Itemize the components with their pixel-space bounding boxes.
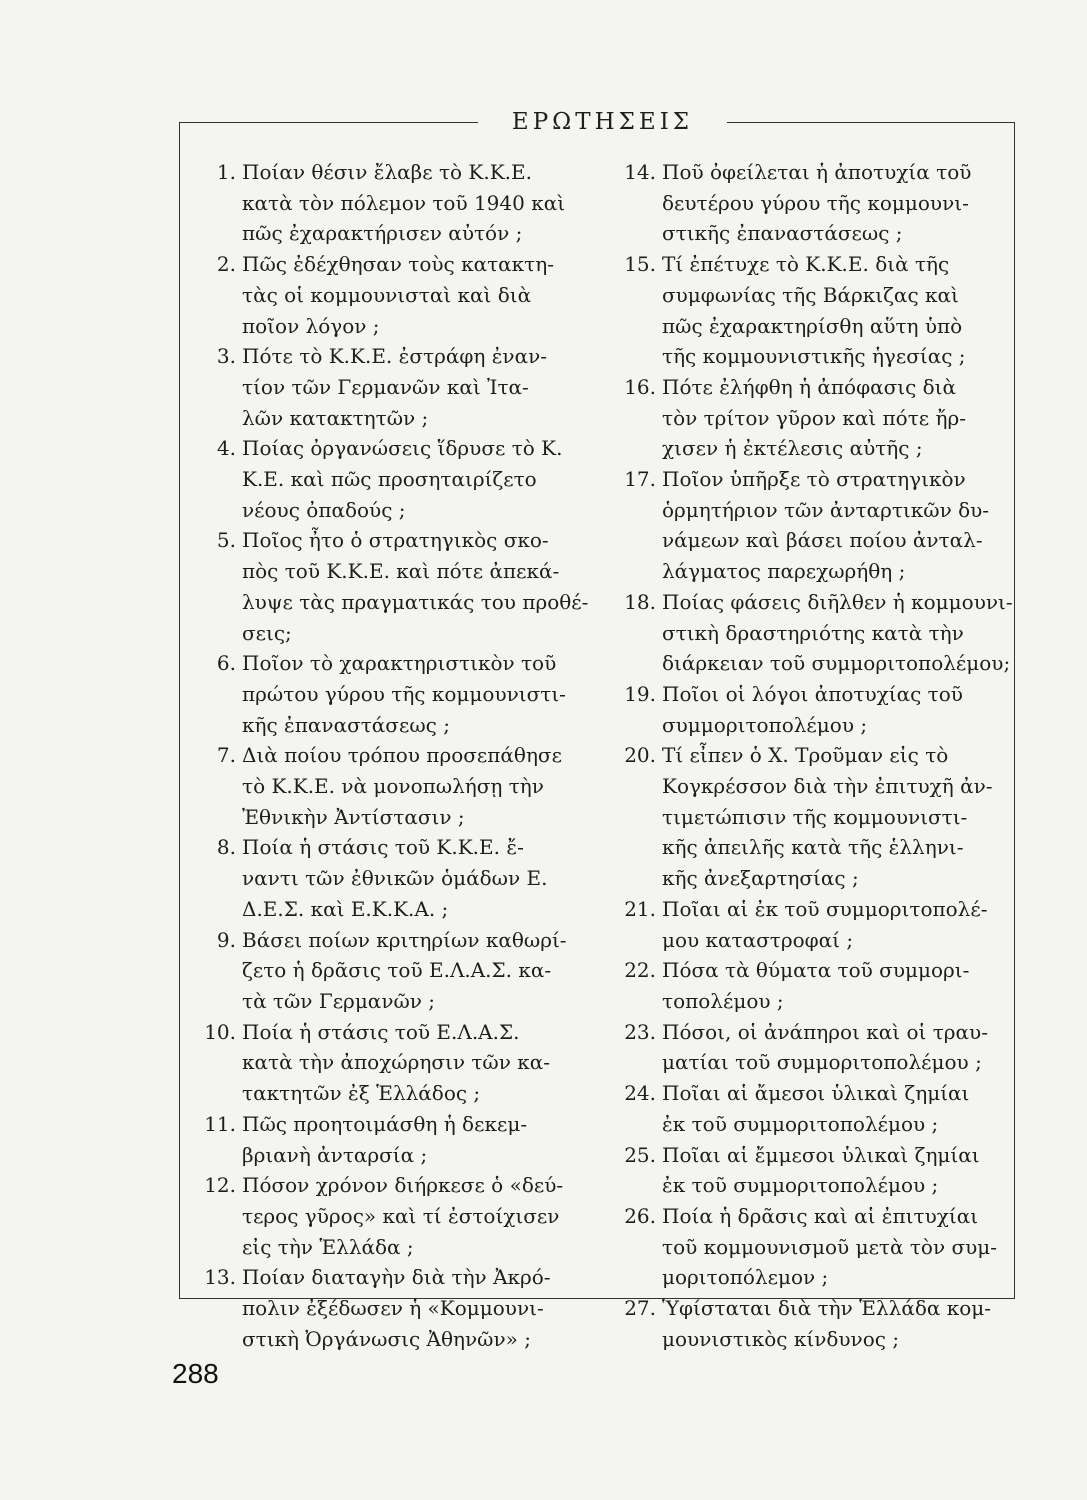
- question-text: [662, 1140, 1005, 1201]
- question-number: 14.: [624, 160, 656, 184]
- question-line: Πῶς ἐδέχθησαν τοὺς κατακτη-: [242, 252, 554, 277]
- question-line: εἰς τὴν Ἑλλάδα ;: [242, 1234, 414, 1259]
- question-item: [200, 1170, 580, 1262]
- question-text: [662, 464, 1005, 587]
- question-line: στικὴ δραστηριότης κατὰ τὴν: [662, 620, 964, 645]
- question-item: [620, 679, 1005, 740]
- question-line: Ποία ἡ στάσις τοῦ Ε.Λ.Α.Σ.: [242, 1019, 520, 1044]
- question-number: 25.: [624, 1142, 656, 1167]
- question-line: κῆς ἀπειλῆς κατὰ τῆς ἑλληνι-: [662, 835, 964, 860]
- question-line: Πῶς προητοιμάσθη ἡ δεκεμ-: [242, 1111, 528, 1136]
- question-item: [200, 249, 580, 341]
- question-line: στικὴ Ὀργάνωσις Ἀθηνῶν» ;: [242, 1326, 531, 1351]
- question-line: ναντι τῶν ἐθνικῶν ὁμάδων Ε.: [242, 866, 548, 891]
- question-line: ζετο ἡ δρᾶσις τοῦ Ε.Λ.Α.Σ. κα-: [242, 958, 552, 983]
- question-line: ὁρμητήριον τῶν ἀνταρτικῶν δυ-: [662, 497, 990, 522]
- question-number: 22.: [624, 958, 656, 983]
- question-line: Διὰ ποίου τρόπου προσεπάθησε: [242, 743, 562, 768]
- question-number: 12.: [204, 1173, 236, 1198]
- question-line: ματίαι τοῦ συμμοριτοπολέμου ;: [662, 1050, 982, 1075]
- question-item: [620, 955, 1005, 1016]
- question-text: [662, 955, 1005, 1016]
- question-line: Ποίαν θέσιν ἔλαβε τὸ Κ.Κ.Ε.: [242, 160, 532, 184]
- question-line: κῆς ἀνεξαρτησίας ;: [662, 866, 859, 891]
- question-text: [662, 372, 1005, 464]
- question-line: λυψε τὰς πραγματικάς του προθέ-: [242, 589, 589, 614]
- question-text: [662, 249, 1005, 372]
- question-line: Βάσει ποίων κριτηρίων καθωρί-: [242, 927, 567, 952]
- question-line: πρώτου γύρου τῆς κομμουνιστι-: [242, 681, 566, 706]
- question-number: 9.: [216, 927, 236, 952]
- page-title: ΕΡΩΤΗΣΕΙΣ: [511, 109, 694, 135]
- question-item: [620, 157, 1005, 249]
- question-number: 5.: [216, 528, 236, 553]
- question-line: Ποίας ὀργανώσεις ἵδρυσε τὸ Κ.: [242, 436, 563, 461]
- question-number: 13.: [204, 1265, 236, 1290]
- question-item: [200, 1017, 580, 1109]
- question-number: 18.: [624, 589, 656, 614]
- question-line: μοριτοπόλεμον ;: [662, 1265, 829, 1290]
- question-line: πολιν ἐξέδωσεν ἡ «Κομμουνι-: [242, 1296, 544, 1321]
- question-line: κατὰ τὴν ἀποχώρησιν τῶν κα-: [242, 1050, 551, 1075]
- question-line: χισεν ἡ ἐκτέλεσις αὐτῆς ;: [662, 436, 923, 461]
- question-line: τερος γῦρος» καὶ τί ἐστοίχισεν: [242, 1203, 560, 1228]
- question-number: 19.: [624, 681, 656, 706]
- question-line: Ποίαν διαταγὴν διὰ τὴν Ἀκρό-: [242, 1265, 551, 1290]
- question-line: Ποῖοι οἱ λόγοι ἀποτυχίας τοῦ: [662, 681, 963, 706]
- question-line: ποῖον λόγον ;: [242, 313, 380, 338]
- question-line: διάρκειαν τοῦ συμμοριτοπολέμου;: [662, 651, 1011, 676]
- question-number: 4.: [216, 436, 236, 461]
- question-item: [620, 1293, 1005, 1354]
- question-text: [662, 1293, 1005, 1354]
- question-line: βριανὴ ἀνταρσία ;: [242, 1142, 428, 1167]
- question-line: Πόσα τὰ θύματα τοῦ συμμορι-: [662, 958, 970, 983]
- question-line: τοῦ κομμουνισμοῦ μετὰ τὸν συμ-: [662, 1234, 998, 1259]
- question-text: [662, 1078, 1005, 1139]
- question-line: πῶς ἐχαρακτηρίσθη αὕτη ὑπὸ: [662, 313, 963, 338]
- question-number: 1.: [216, 160, 236, 184]
- question-item: [200, 740, 580, 832]
- right-question-column: [620, 157, 1013, 1354]
- question-line: Ποῖαι αἱ ἄμεσοι ὑλικαὶ ζημίαι: [662, 1081, 970, 1106]
- question-line: νέους ὀπαδούς ;: [242, 497, 406, 522]
- question-line: Κ.Ε. καὶ πῶς προσηταιρίζετο: [242, 467, 537, 492]
- question-number: 15.: [624, 252, 656, 277]
- question-number: 6.: [216, 651, 236, 676]
- question-number: 23.: [624, 1019, 656, 1044]
- question-text: [662, 587, 1013, 679]
- question-line: Πότε ἐλήφθη ἡ ἀπόφασις διὰ: [662, 374, 957, 399]
- page-number: 288: [172, 1358, 219, 1389]
- question-number: 27.: [624, 1296, 656, 1321]
- question-line: Ἐθνικὴν Ἀντίστασιν ;: [242, 804, 465, 829]
- question-line: πῶς ἐχαρακτήρισεν αὐτόν ;: [242, 221, 523, 246]
- question-line: τακτητῶν ἐξ Ἑλλάδος ;: [242, 1081, 481, 1106]
- question-line: Πόσον χρόνον διήρκεσε ὁ «δεύ-: [242, 1173, 564, 1198]
- question-line: Ποῦ ὀφείλεται ἡ ἀποτυχία τοῦ: [662, 160, 972, 184]
- question-line: ἐκ τοῦ συμμοριτοπολέμου ;: [662, 1111, 939, 1136]
- question-item: [620, 1140, 1005, 1201]
- question-line: λάγματος παρεχωρήθη ;: [662, 559, 906, 584]
- question-item: [620, 372, 1005, 464]
- question-text: [242, 341, 580, 433]
- question-line: μουνιστικὸς κίνδυνος ;: [662, 1326, 900, 1351]
- question-item: [200, 1262, 580, 1354]
- question-text: [242, 525, 588, 648]
- question-number: 2.: [216, 252, 236, 277]
- question-item: [620, 587, 1013, 679]
- question-line: Ποῖον τὸ χαρακτηριστικὸν τοῦ: [242, 651, 557, 676]
- question-text: [242, 1262, 580, 1354]
- question-number: 26.: [624, 1203, 656, 1228]
- question-line: Δ.Ε.Σ. καὶ Ε.Κ.Κ.Α. ;: [242, 896, 449, 921]
- question-line: Τί ἐπέτυχε τὸ Κ.Κ.Ε. διὰ τῆς: [662, 252, 950, 277]
- question-text: [242, 249, 580, 341]
- question-number: 20.: [624, 743, 656, 768]
- question-line: συμμοριτοπολέμου ;: [662, 712, 868, 737]
- question-item: [200, 1109, 580, 1170]
- question-line: σεις;: [242, 620, 292, 645]
- question-item: [200, 925, 580, 1017]
- question-item: [200, 832, 580, 924]
- question-line: ἐκ τοῦ συμμοριτοπολέμου ;: [662, 1173, 939, 1198]
- question-line: τῆς κομμουνιστικῆς ἡγεσίας ;: [662, 344, 966, 369]
- question-text: [242, 740, 580, 832]
- frame-top-rule-left: [179, 122, 478, 123]
- question-line: κατὰ τὸν πόλεμον τοῦ 1940 καὶ: [242, 190, 566, 215]
- question-line: δευτέρου γύρου τῆς κομμουνι-: [662, 190, 969, 215]
- question-number: 8.: [216, 835, 236, 860]
- question-item: [200, 157, 580, 249]
- question-text: [662, 894, 1005, 955]
- question-item: [200, 341, 580, 433]
- frame-top-rule-right: [727, 122, 1015, 123]
- question-text: [662, 740, 1005, 894]
- question-text: [242, 925, 580, 1017]
- question-line: τὰς οἱ κομμουνισταὶ καὶ διὰ: [242, 282, 532, 307]
- question-line: Τί εἶπεν ὁ Χ. Τροῦμαν εἰς τὸ: [662, 743, 949, 768]
- question-text: [662, 1017, 1005, 1078]
- question-item: [200, 525, 589, 648]
- question-line: λῶν κατακτητῶν ;: [242, 405, 429, 430]
- question-line: Ποῖον ὑπῆρξε τὸ στρατηγικὸν: [662, 467, 966, 492]
- question-text: [242, 1017, 580, 1109]
- question-number: 21.: [624, 896, 656, 921]
- question-number: 17.: [624, 467, 656, 492]
- question-text: [242, 157, 580, 249]
- question-line: τιμετώπισιν τῆς κομμουνιστι-: [662, 804, 968, 829]
- question-line: συμφωνίας τῆς Βάρκιζας καὶ: [662, 282, 959, 307]
- question-line: τὸ Κ.Κ.Ε. νὰ μονοπωλήσῃ τὴν: [242, 774, 544, 799]
- question-number: 3.: [216, 344, 236, 369]
- question-text: [662, 679, 1005, 740]
- question-item: [620, 894, 1005, 955]
- question-item: [620, 1078, 1005, 1139]
- question-text: [242, 1170, 580, 1262]
- question-number: 11.: [204, 1111, 236, 1136]
- question-item: [620, 249, 1005, 372]
- question-number: 24.: [624, 1081, 656, 1106]
- question-item: [620, 464, 1005, 587]
- question-line: μου καταστροφαί ;: [662, 927, 854, 952]
- question-text: [662, 157, 1005, 249]
- question-line: τοπολέμου ;: [662, 988, 784, 1013]
- question-line: Ποία ἡ στάσις τοῦ Κ.Κ.Ε. ἔ-: [242, 835, 524, 860]
- question-line: Κογκρέσσον διὰ τὴν ἐπιτυχῆ ἀν-: [662, 774, 993, 799]
- question-line: νάμεων καὶ βάσει ποίου ἀνταλ-: [662, 528, 983, 553]
- question-number: 16.: [624, 374, 656, 399]
- question-number: 7.: [216, 743, 236, 768]
- question-number: 10.: [204, 1019, 236, 1044]
- question-line: Ποῖαι αἱ ἔμμεσοι ὑλικαὶ ζημίαι: [662, 1142, 980, 1167]
- question-line: τὰ τῶν Γερμανῶν ;: [242, 988, 436, 1013]
- question-line: Πόσοι, οἱ ἀνάπηροι καὶ οἱ τραυ-: [662, 1019, 988, 1044]
- question-line: Ποῖος ἦτο ὁ στρατηγικὸς σκο-: [242, 528, 549, 553]
- question-text: [242, 832, 580, 924]
- question-text: [662, 1201, 1005, 1293]
- question-line: κῆς ἐπαναστάσεως ;: [242, 712, 450, 737]
- question-line: Ὑφίσταται διὰ τὴν Ἑλλάδα κομ-: [662, 1296, 992, 1321]
- question-text: [242, 433, 580, 525]
- question-item: [200, 648, 580, 740]
- question-line: Ποία ἡ δρᾶσις καὶ αἱ ἐπιτυχίαι: [662, 1203, 979, 1228]
- question-item: [620, 1201, 1005, 1293]
- question-line: Πότε τὸ Κ.Κ.Ε. ἐστράφη ἐναν-: [242, 344, 548, 369]
- question-line: Ποῖαι αἱ ἐκ τοῦ συμμοριτοπολέ-: [662, 896, 988, 921]
- question-item: [620, 1017, 1005, 1078]
- question-line: πὸς τοῦ Κ.Κ.Ε. καὶ πότε ἀπεκά-: [242, 559, 560, 584]
- question-line: τὸν τρίτον γῦρον καὶ πότε ἤρ-: [662, 405, 967, 430]
- question-line: στικῆς ἐπαναστάσεως ;: [662, 221, 903, 246]
- question-line: Ποίας φάσεις διῆλθεν ἡ κομμουνι-: [662, 589, 1013, 614]
- question-text: [242, 648, 580, 740]
- left-question-column: [200, 157, 589, 1354]
- question-item: [620, 740, 1005, 894]
- question-text: [242, 1109, 580, 1170]
- question-line: τίον τῶν Γερμανῶν καὶ Ἰτα-: [242, 374, 529, 399]
- question-item: [200, 433, 580, 525]
